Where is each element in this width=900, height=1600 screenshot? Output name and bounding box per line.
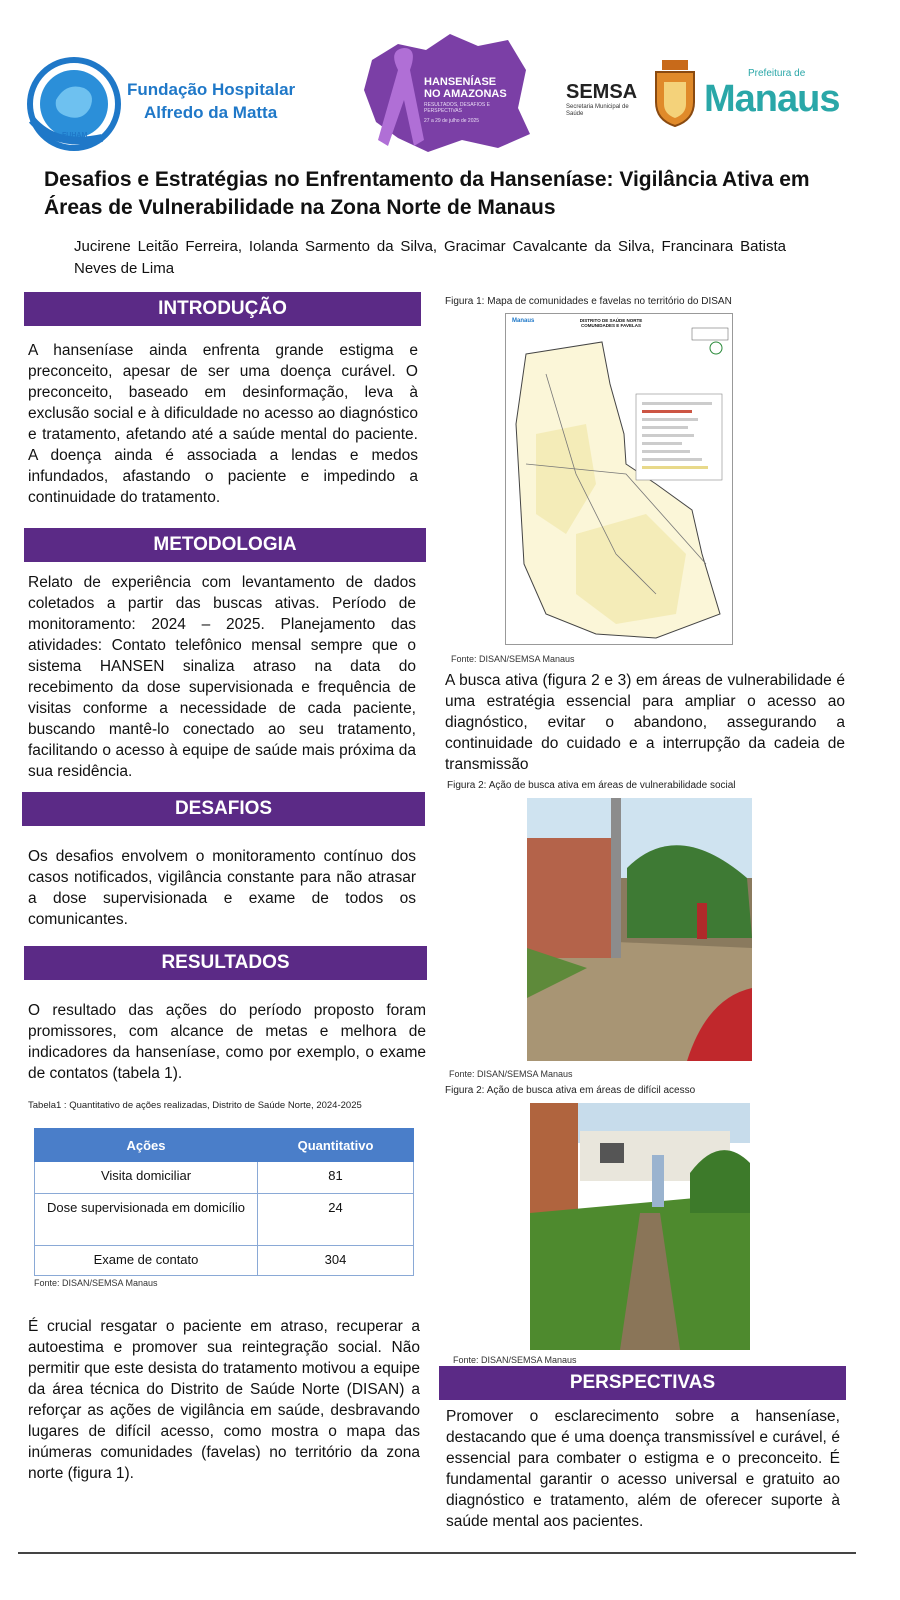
table-row: [35, 1246, 414, 1276]
desafios-header: DESAFIOS: [22, 792, 425, 826]
resultados-text: O resultado das ações do período proposto foram promissores, com alcance de metas e melhora de indicadores da hanseníase, como por exemplo, o exame de contatos (tabela 1).: [28, 1002, 426, 1082]
metodologia-text: Relato de experiência com levantamento de dados coletados a partir das buscas ativas. Período de monitoramento: 2024 – 2025. Planejamento das atividades: Contato telefônico mensal sempre que o sistema HANSEN sinaliza atraso na data do recebimento da dose supervisionada e frequência de visitas conforme a necessidade de cada paciente, buscando mantê-lo conectado ao seu tratamento, facilitando o acesso à equipe de saúde mais próxima da sua residência.: [28, 574, 416, 780]
semsa-acronym: SEMSA: [566, 81, 638, 103]
table-row: [35, 1162, 414, 1194]
resultados-header: RESULTADOS: [24, 946, 427, 980]
figura3-caption: Figura 2: Ação de busca ativa em áreas de difícil acesso: [445, 1085, 696, 1096]
figura3-photo: [530, 1103, 750, 1350]
event-subtitle: RESULTADOS, DESAFIOS E PERSPECTIVAS: [424, 102, 490, 114]
manaus-coat-of-arms-icon: [650, 58, 700, 128]
table-cell-quantitativo: 81: [258, 1162, 414, 1194]
map-header-left: Manaus: [512, 318, 535, 324]
introducao-header: INTRODUÇÃO: [24, 292, 421, 326]
figura1-source: Fonte: DISAN/SEMSA Manaus: [451, 654, 575, 664]
bottom-divider: [18, 1552, 856, 1554]
poster-authors: Jucirene Leitão Ferreira, Iolanda Sarmento da Silva, Gracimar Cavalcante da Silva, Francinara Batista Neves de Lima: [74, 238, 786, 277]
event-title-line1: HANSENÍASE: [424, 76, 497, 88]
event-dates: 27 a 29 de julho de 2025: [424, 118, 480, 124]
table-cell-acao: Visita domiciliar: [35, 1162, 258, 1194]
fhaj-seal-text: FUHAM: [62, 132, 88, 139]
table-cell-acao: Exame de contato: [35, 1246, 258, 1276]
table-header-acoes: Ações: [35, 1129, 258, 1162]
semsa-name: Secretaria Municipal de Saúde: [566, 104, 629, 117]
busca-ativa-text: A busca ativa (figura 2 e 3) em áreas de vulnerabilidade é uma estratégia essencial para ampliar o acesso ao diagnóstico, evitar o abandono, assegurando a continuidade do cuidado e a interrupção da cadeia de transmissão: [445, 672, 845, 773]
fhaj-name-line1: Fundação Hospitalar: [127, 80, 296, 99]
table-cell-acao: Dose supervisionada em domicílio: [35, 1194, 258, 1246]
introducao-text: A hanseníase ainda enfrenta grande estigma e preconceito, apesar de ser uma doença curável. O preconceito, baseado em desinformação, leva à exclusão social e à dificuldade no acesso ao diagnóstico e tratamento, afetando até a saúde mental do paciente. A doença ainda é associada a lendas e medos infundados, afastando o paciente e impedindo a continuidade do tratamento.: [28, 342, 418, 506]
table-cell-quantitativo: 304: [258, 1246, 414, 1276]
figura1-caption: Figura 1: Mapa de comunidades e favelas no território do DISAN: [445, 296, 732, 307]
prefeitura-label: Prefeitura de: [748, 68, 806, 79]
poster-title: Desafios e Estratégias no Enfrentamento da Hanseníase: Vigilância Ativa em Áreas de Vulnerabilidade na Zona Norte de Manaus: [44, 168, 810, 219]
fhaj-logo: [26, 56, 126, 152]
figura2-source: Fonte: DISAN/SEMSA Manaus: [449, 1069, 573, 1079]
figura2-photo: [527, 798, 752, 1061]
resultados-text2: É crucial resgatar o paciente em atraso, recuperar a autoestima e promover sua reintegração social. Não permitir que este desista do tratamento motivou a equipe da área técnica do Distrito de Saúde Norte (DISAN) a reforçar as ações de vigilância em saúde, desbravando lugares de difícil acesso, como mostra o mapa das inúmeras comunidades (favelas) no território da zona norte (figura 1).: [28, 1318, 420, 1482]
logo-bar: [0, 0, 900, 160]
results-table: [34, 1128, 414, 1276]
map-drawing: [506, 314, 732, 644]
perspectivas-text: Promover o esclarecimento sobre a hanseníase, destacando que é uma doença transmissível e curável, é essencial para combater o estigma e o preconceito. É fundamental garantir o acesso universal e gratuito ao diagnóstico e tratamento, além de oferecer suporte à saúde mental aos pacientes.: [446, 1408, 840, 1530]
table-caption: Tabela1 : Quantitativo de ações realizadas, Distrito de Saúde Norte, 2024-2025: [28, 1100, 362, 1111]
event-title-line2: NO AMAZONAS: [424, 88, 507, 100]
table-header-row: [35, 1129, 414, 1162]
figura2-caption: Figura 2: Ação de busca ativa em áreas de vulnerabilidade social: [447, 780, 736, 791]
table-header-quantitativo: Quantitativo: [258, 1129, 414, 1162]
results-table-wrap: [34, 1128, 414, 1276]
fhaj-name-line2: Alfredo da Matta: [144, 103, 278, 122]
prefeitura-city: Manaus: [704, 78, 840, 120]
map-header-mid: DISTRITO DE SAÚDE NORTE COMUNIDADES E FAVELAS: [579, 318, 643, 328]
table-cell-quantitativo: 24: [258, 1194, 414, 1246]
figura1-map: [505, 313, 733, 645]
table-source: Fonte: DISAN/SEMSA Manaus: [34, 1278, 158, 1288]
figura3-source: Fonte: DISAN/SEMSA Manaus: [453, 1355, 577, 1365]
metodologia-header: METODOLOGIA: [24, 528, 426, 562]
table-row: [35, 1194, 414, 1246]
desafios-text: Os desafios envolvem o monitoramento contínuo dos casos notificados, vigilância constante para não atrasar a dose supervisionada e exame de todos os comunicantes.: [28, 848, 416, 928]
perspectivas-header: PERSPECTIVAS: [439, 1366, 846, 1400]
event-logo: [358, 30, 534, 160]
